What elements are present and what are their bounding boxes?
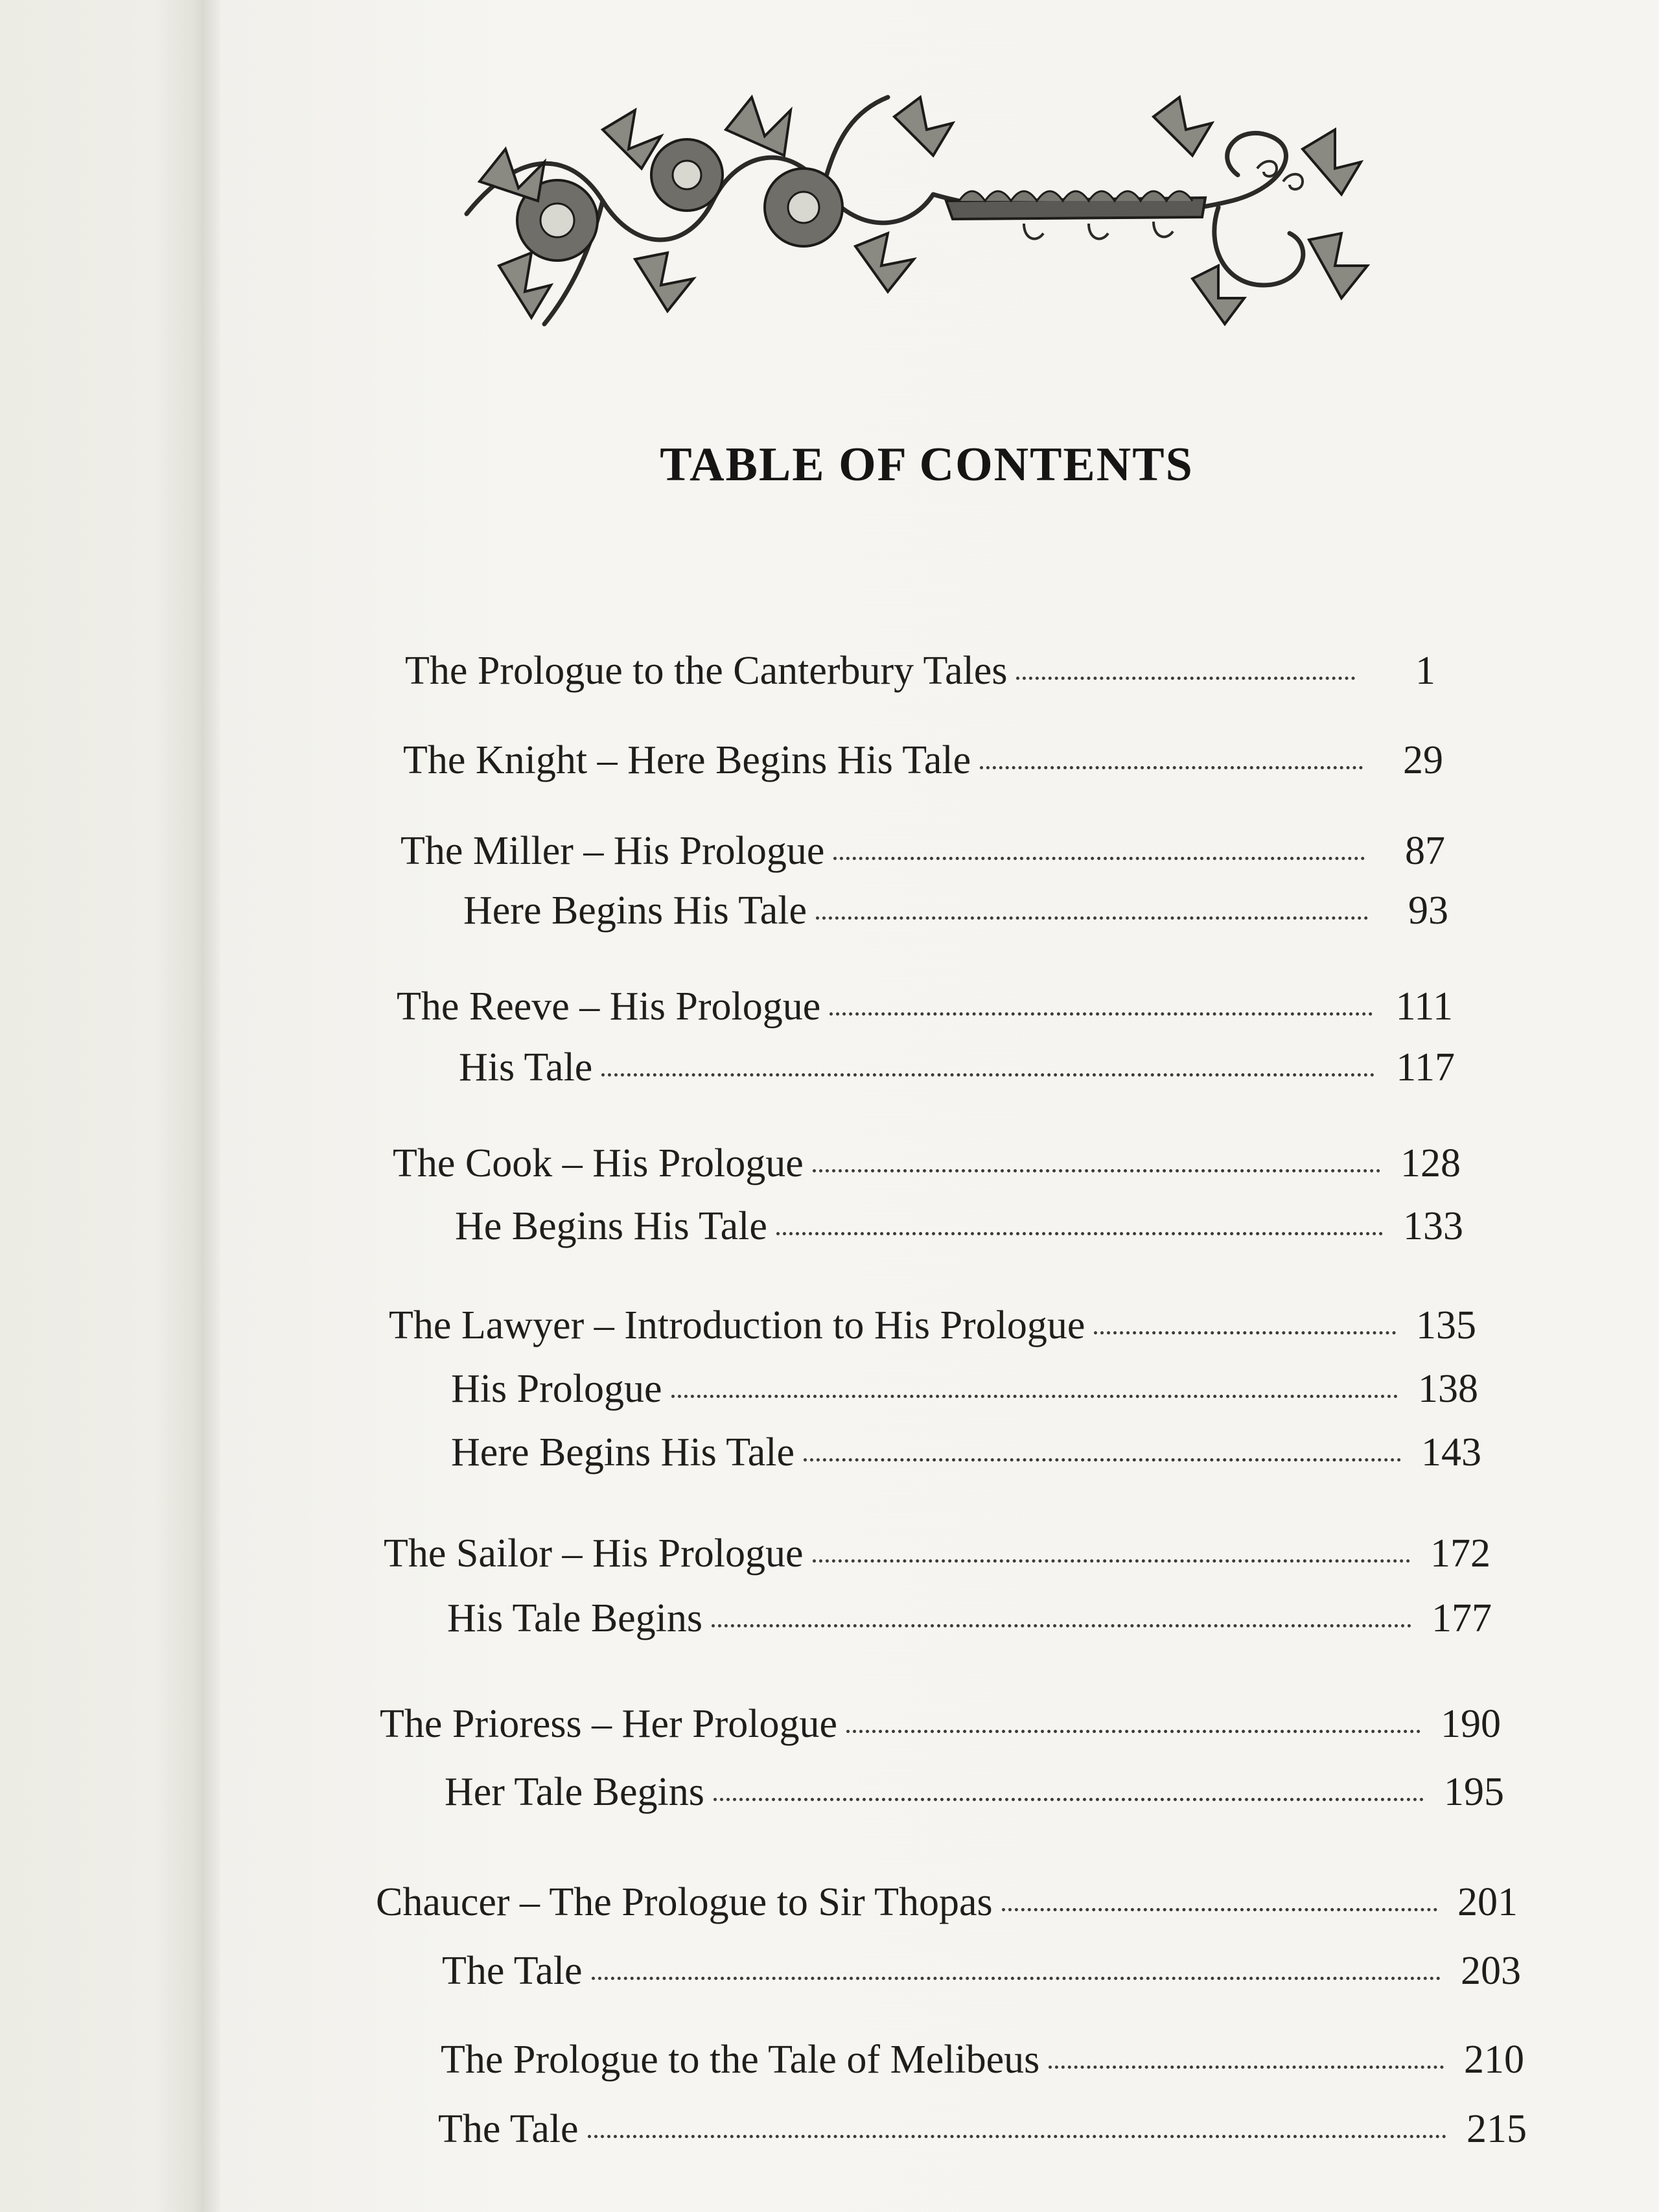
toc-subentry	[463, 888, 1448, 946]
toc-entry	[403, 738, 1443, 796]
toc-entry-label: The Miller – His Prologue	[400, 829, 825, 873]
toc-entry-label: The Lawyer – Introduction to His Prologue	[389, 1303, 1085, 1347]
page-title: TABLE OF CONTENTS	[660, 438, 1194, 491]
toc-entry-page: 29	[1403, 738, 1443, 782]
toc-entry-label: The Prologue to the Canterbury Tales	[405, 649, 1008, 693]
toc-entry	[376, 1880, 1518, 1938]
toc-entry	[397, 984, 1453, 1042]
dot-leader	[813, 1169, 1380, 1172]
toc-entry-page: 143	[1421, 1430, 1481, 1474]
dot-leader	[833, 857, 1365, 860]
toc-entry-label: The Sailor – His Prologue	[384, 1531, 804, 1576]
toc-entry-page: 203	[1461, 1949, 1521, 1993]
toc-entry-label: His Tale	[459, 1045, 593, 1089]
toc-entry	[405, 648, 1435, 706]
toc-entry-label: Chaucer – The Prologue to Sir Thopas	[376, 1880, 993, 1924]
toc-entry-label: The Cook – His Prologue	[393, 1141, 804, 1185]
dot-leader	[601, 1073, 1375, 1077]
dot-leader	[846, 1730, 1421, 1733]
dot-leader	[592, 1977, 1441, 1980]
toc-entry-label: The Tale	[442, 1949, 583, 1993]
toc-entry-label: Here Begins His Tale	[451, 1430, 795, 1474]
dot-leader	[1016, 677, 1355, 680]
toc-entry-label: He Begins His Tale	[455, 1204, 767, 1248]
toc-entry-label: Her Tale Begins	[445, 1770, 704, 1814]
toc-entry-label: The Prologue to the Tale of Melibeus	[441, 2038, 1040, 2082]
toc-entry-page: 87	[1405, 829, 1445, 873]
toc-subentry	[442, 1948, 1521, 2007]
toc-entry-page: 138	[1418, 1367, 1478, 1411]
toc-entry-page: 215	[1467, 2107, 1527, 2151]
toc-subentry	[445, 1769, 1504, 1828]
toc-entry-page: 190	[1441, 1702, 1501, 1746]
toc-entry-page: 117	[1396, 1045, 1455, 1089]
toc-entry-label: The Knight – Here Begins His Tale	[403, 738, 971, 782]
toc-entry-page: 111	[1395, 984, 1453, 1029]
toc-entry	[380, 1701, 1501, 1760]
dot-leader	[816, 916, 1368, 920]
toc-entry-label: His Prologue	[451, 1367, 662, 1411]
toc-entry-page: 201	[1457, 1880, 1518, 1924]
dot-leader	[980, 766, 1363, 769]
toc-entry	[393, 1141, 1461, 1199]
toc-entry-page: 177	[1432, 1596, 1492, 1640]
toc-entry-label: The Prioress – Her Prologue	[380, 1702, 837, 1746]
toc-entry-page: 1	[1415, 649, 1435, 693]
dot-leader	[671, 1395, 1398, 1398]
toc-subentry	[455, 1204, 1463, 1262]
toc-entry-page: 133	[1403, 1204, 1463, 1248]
toc-subentry	[451, 1430, 1481, 1488]
toc-subentry	[459, 1045, 1455, 1103]
toc-subentry	[447, 1596, 1492, 1654]
toc-entry-page: 128	[1400, 1141, 1461, 1185]
dot-leader	[1049, 2066, 1444, 2069]
dot-leader	[1094, 1331, 1396, 1334]
dot-leader	[776, 1232, 1383, 1235]
toc-entry-page: 93	[1408, 889, 1448, 933]
toc-entry	[384, 1531, 1491, 1589]
dot-leader	[1002, 1908, 1437, 1911]
toc-entry-label: The Reeve – His Prologue	[397, 984, 821, 1029]
dot-leader	[713, 1798, 1424, 1801]
dot-leader	[712, 1624, 1411, 1627]
dot-leader	[830, 1012, 1373, 1016]
dot-leader	[813, 1559, 1411, 1563]
toc-entry-page: 210	[1464, 2038, 1524, 2082]
toc-entry-label: Here Begins His Tale	[463, 889, 807, 933]
toc-entry-label: The Tale	[438, 2107, 579, 2151]
toc-entry	[400, 828, 1445, 887]
dot-leader	[804, 1458, 1401, 1461]
toc-entry	[389, 1303, 1476, 1361]
toc-entry-page: 172	[1430, 1531, 1491, 1576]
toc-subentry	[451, 1366, 1478, 1425]
toc-entry-page: 135	[1416, 1303, 1476, 1347]
toc-entry	[441, 2037, 1524, 2095]
toc-entry-page: 195	[1444, 1770, 1504, 1814]
dot-leader	[588, 2135, 1446, 2138]
toc-entry-label: His Tale Begins	[447, 1596, 703, 1640]
toc-subentry	[438, 2106, 1527, 2165]
